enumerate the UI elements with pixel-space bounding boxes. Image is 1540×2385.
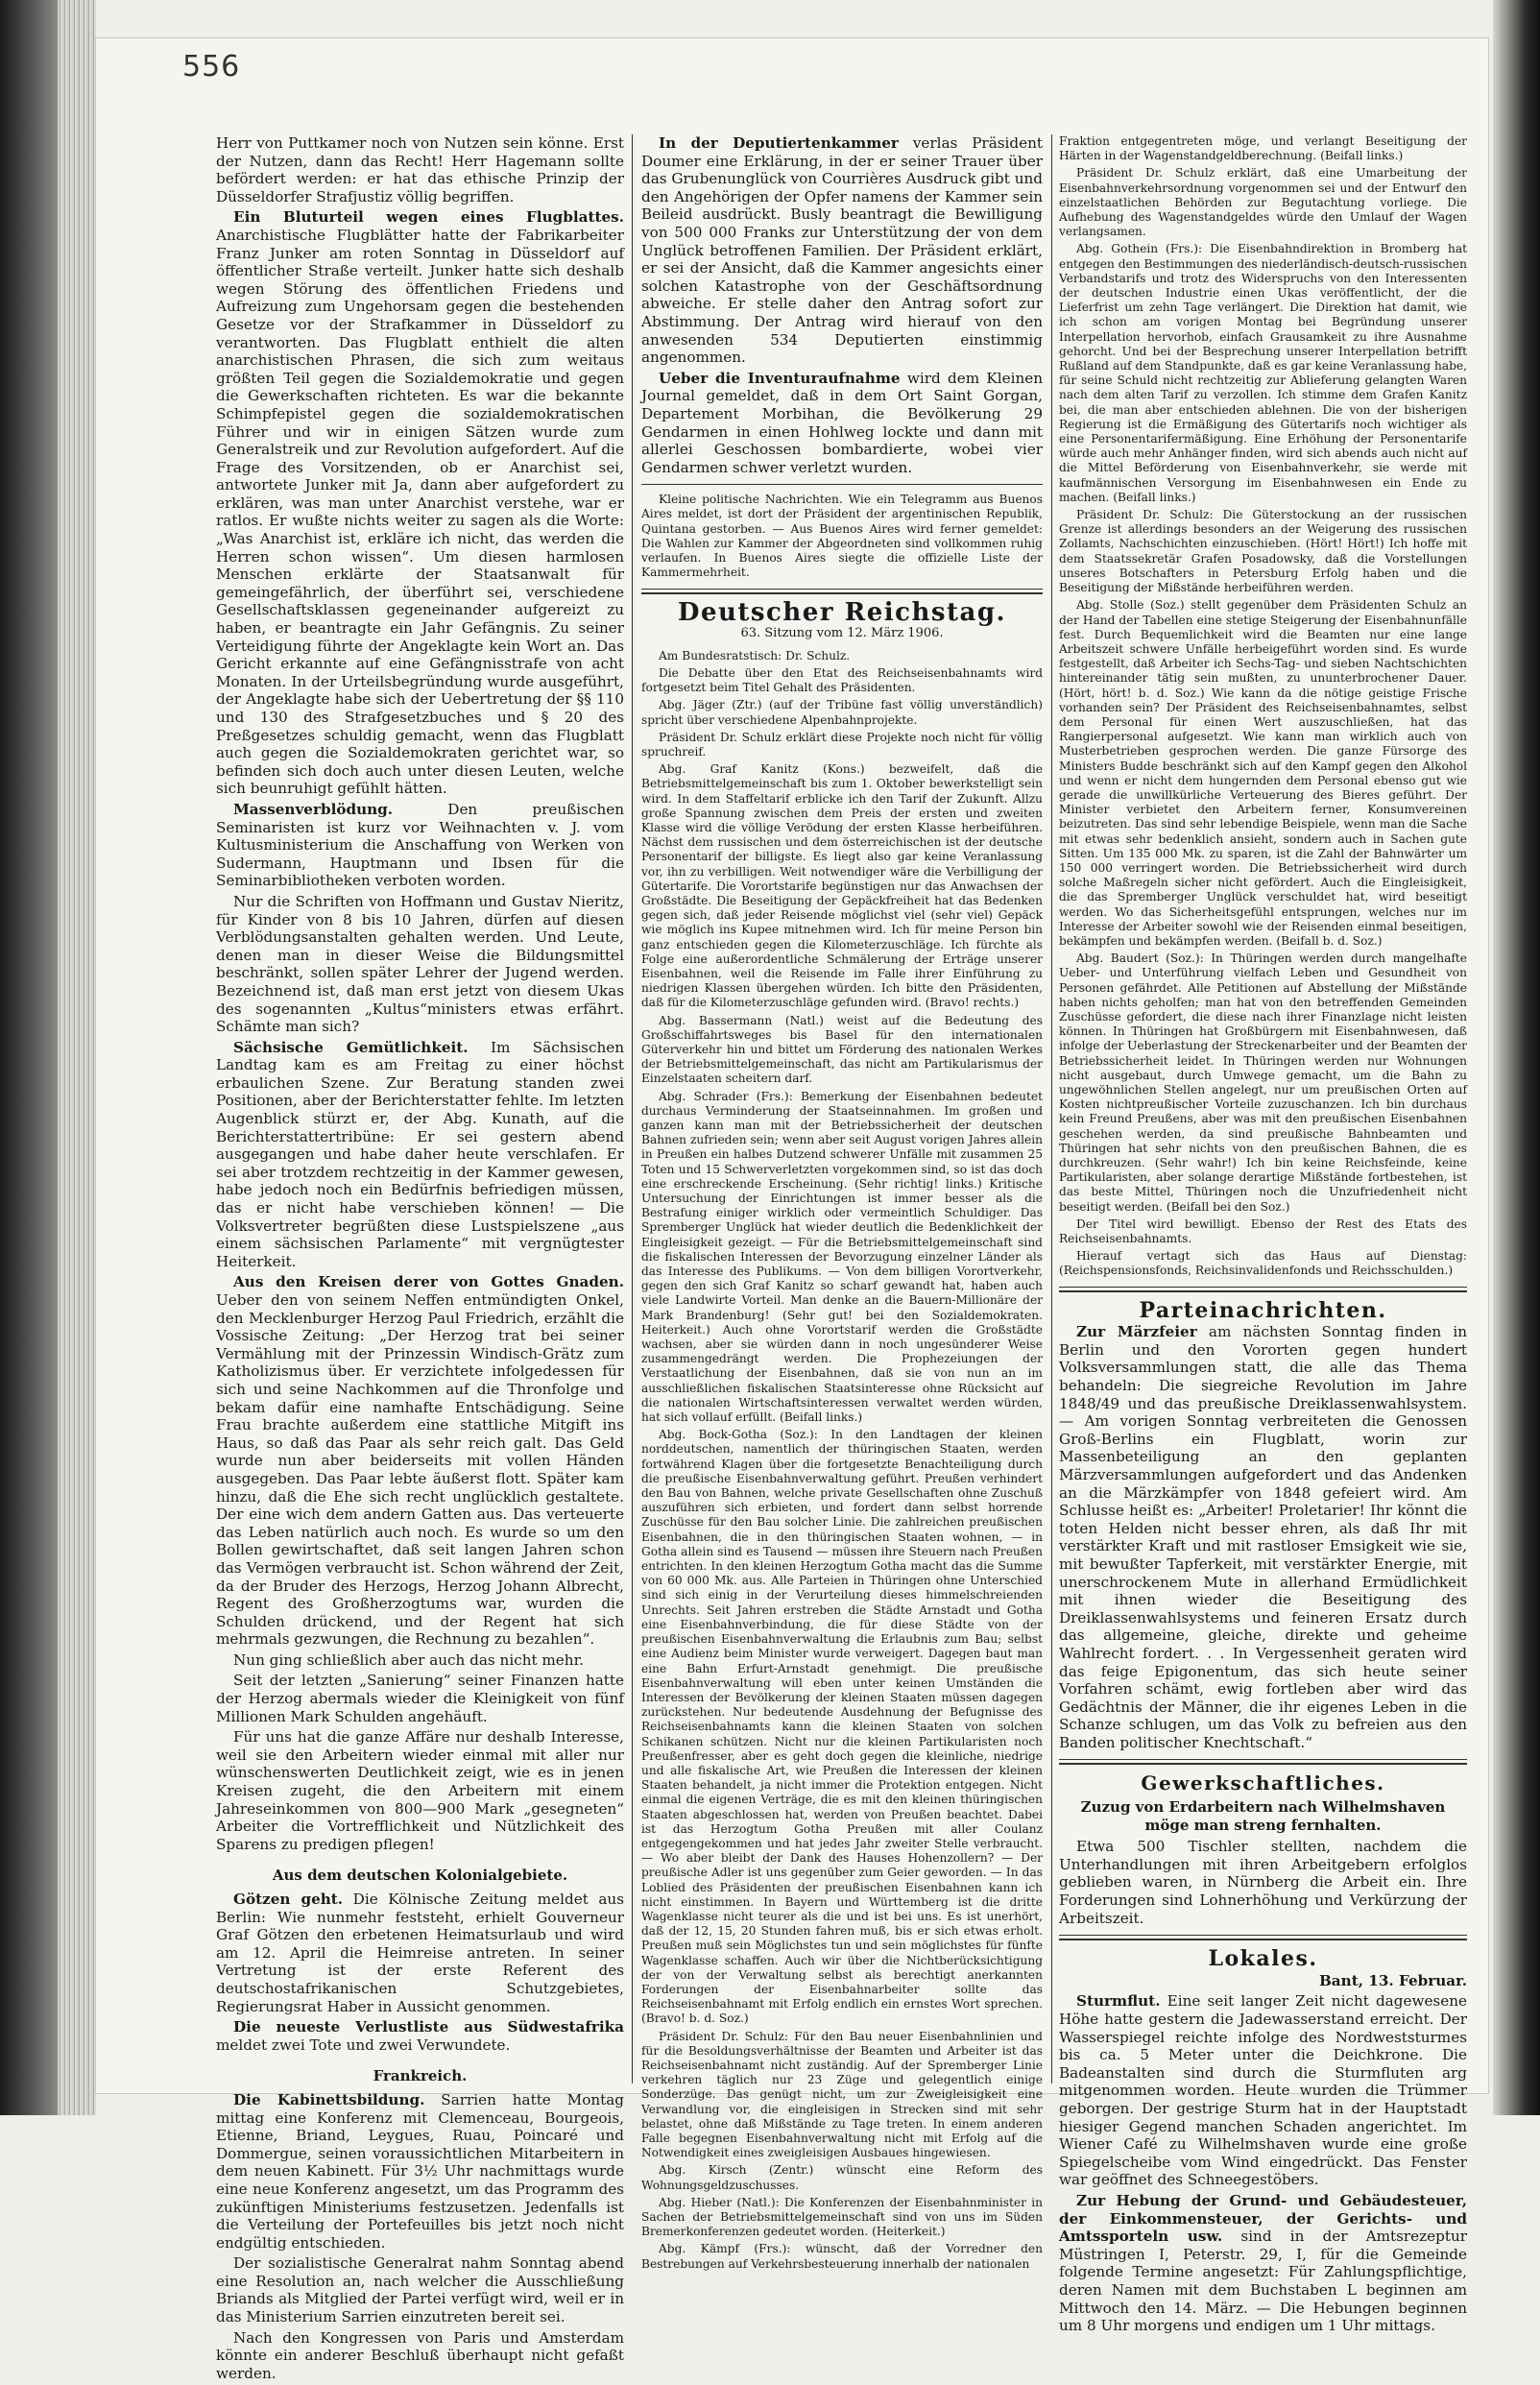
article-body: Eine seit langer Zeit nicht dagewesene Höhe hatte gestern die Jadewasserstand erreicht. Der Wasserspiegel reichte infolge des Nordweststurmes bis ca. 5 Meter unter die Deichkrone. Die Badeanstalten sind durch die Sturmfluten arg mitgenommen worden. Heute wurden die Trümmer geborgen. Der gestrige Sturm hat in der Hauptstadt hiesiger Gegend manchen Schaden angerichtet. Im Wiener Café zu Wilhelmshaven wurde eine große Spiegelscheibe vom Wind eingedrückt. Das Fenster war geöffnet des Schneegestöbers. <box>1059 1992 1467 2189</box>
article-massenverbloedung <box>216 801 624 890</box>
page-number: 556 <box>182 50 241 84</box>
article-kabinett <box>216 2091 624 2252</box>
article-heading: Sächsische Gemütlichkeit. <box>233 1038 469 1056</box>
page-stack-edge <box>58 0 96 2115</box>
paragraph: Seit der letzten „Sanierung“ seiner Finanzen hatte der Herzog abermals wieder die Kleinigkeit von fünf Millionen Mark Schulden angehäuft. <box>216 1672 624 1725</box>
column-rule-2 <box>1051 134 1052 2084</box>
report-paragraph: Abg. Schrader (Frs.): Bemerkung der Eisenbahnen bedeutet durchaus Verminderung der Staatseinnahmen. Im großen und ganzen kann man mit der Betriebssicherheit der deutschen Bahnen zufrieden sein; wenn aber seit August vorigen Jahres allein in Preußen ein halbes Dutzend schwerer Unfälle mit zusammen 25 Toten und 15 Schwerverletzten vorgekommen sind, so ist das doch eine erschreckende Erscheinung. (Sehr richtig! links.) Kritische Untersuchung der Einrichtungen ist immer besser als die Bestrafung einiger wirklich oder vermeintlich Schuldiger. Das Spremberger Unglück hat wieder deutlich die Bedenklichkeit der Eingleisigkeit gezeigt. — Für die Betriebsmittelgemeinschaft sind die fiskalischen Interessen der Bevorzugung einzelner Länder als das Interesse des Publikums. — Von dem billigen Vorortverkehr, gegen den sich Graf Kanitz so scharf gewandt hat, haben auch viele Landwirte Vorteil. Man denke an die Bauern-Millionäre der Mark Brandenburg! (Sehr gut! bei den Sozialdemokraten. Heiterkeit.) Auch ohne Vorortstarif werden die Großstädte wachsen, aber sie würden dann in noch ungesünderer Weise zusammengedrängt werden. Die Prophezeiungen der Verstaatlichung der Eisenbahnen, daß sie von nun an im ausschließlichen fiskalischen Staatsinteresse ohne Rücksicht auf die nationalen Wirtschaftsinteressen verwaltet werden würden, hat sich vollauf erfüllt. (Beifall links.) <box>641 1089 1043 1425</box>
article-body: Im Sächsischen Landtag kam es am Freitag zu einer höchst erbaulichen Szene. Zur Beratung standen zwei Positionen, aber der Berichterstatter fehlte. Im letzten Augenblick stürzt er, der Abg. Kunath, auf die Berichterstattertribüne: Er sei gestern abend ausgegangen und habe daher heute verschlafen. Er sei aber trotzdem rechtzeitig in der Kammer gewesen, habe jedoch noch ein Bedürfnis befriedigen müssen, das er nicht habe verschieben können! — Die Volksvertreter begrüßten diese Lustspielszene „aus einem sächsischen Parlamente“ mit vergnügtester Heiterkeit. <box>216 1038 625 1270</box>
book-spine <box>0 0 58 2115</box>
report-paragraph: Am Bundesratstisch: Dr. Schulz. <box>659 648 851 662</box>
article-body: meldet zwei Tote und zwei Verwundete. <box>216 2036 511 2054</box>
paragraph: Herr von Puttkamer noch von Nutzen sein könne. Erst der Nutzen, dann das Recht! Herr Hagemann sollte befördert werden: er hat das ethische Prinzip der Düsseldorfer Strafjustiz völlig begriffen. <box>216 134 624 205</box>
article-heading: Ein Bluturteil wegen eines Flugblattes. <box>233 208 624 227</box>
article-body: sind in der Amtsrezeptur Müstringen I, Peterstr. 29, I, für die Gemeinde folgende Termine angesetzt: Für Zahlungspflichtige, deren Namen mit dem Buchstaben L beginnen am Mittwoch den 14. März. — Die Hebungen beginnen um 8 Uhr morgens und endigen um 1 Uhr mittags. <box>1059 2228 1467 2335</box>
article-body: Den preußischen Seminaristen ist kurz vor Weihnachten v. J. vom Kultusministerium die Anschaffung von Werken von Sudermann, Hauptmann und Ibsen für die Seminarbibliotheken verboten worden. <box>216 800 624 890</box>
dateline: Bant, 13. Februar. <box>1318 1971 1467 1989</box>
article-sturmflut <box>1059 1992 1467 2189</box>
article-heading: Die neueste Verlustliste aus Südwestafrika <box>233 2018 624 2036</box>
article-body: Die Kölnische Zeitung meldet aus Berlin: Wie nunmehr feststeht, erhielt Gouverneur Graf Götzen den erbetenen Heimatsurlaub und wird am 12. April die Heimreise antreten. In seiner Vertretung ist der erste Referent des deutschostafrikanischen Schutzgebietes, Regierungsrat Haber in Aussicht genommen. <box>216 1891 625 2015</box>
article-body: am nächsten Sonntag finden in Berlin und den Vororten gegen hundert Volksversammlungen statt, die alle das Thema behandeln: Die siegreiche Revolution im Jahre 1848/49 und das preußische Dreiklassenwahlsystem. — Am vorigen Sonntag verbreiteten die Genossen Groß-Berlins ein Flugblatt, worin zur Massenbeteiligung an den geplanten Märzversammlungen aufgefordert und das Andenken an die Märzkämpfer von 1848 gefeiert wird. Am Schlusse heißt es: „Arbeiter! Proletarier! Ihr könnt die toten Helden nicht besser ehren, als daß Ihr mit verstärkter Kraft und mit rastloser Emsigkeit wie sie, mit bewußter Tapferkeit, mit verstärkter Energie, mit unerschrockenem Mute in allerhand Ermüdlichkeit mit ihnen wieder die Beseitigung des Dreiklassenwahlsystems und feineren Ersatz durch das allgemeine, gleiche, direkte und geheime Wahlrecht fordert. . . In Vergessenheit geraten wird das feige Epigonentum, das sich heute seiner Vorfahren schämt, ewig fortleben aber wird das Gedächtnis der Männer, die ihr eigenes Leben in die Schanze schlugen, um das Volk zu befreien aus den Banden politischer Knechtschaft.“ <box>1059 1323 1467 1751</box>
report-paragraph: Präsident Dr. Schulz erklärt, daß eine Umarbeitung der Eisenbahnverkehrsordnung vorgenommen sei und der Entwurf den einzelstaatlichen Behörden zur Begutachtung vorliege. Die Aufhebung des Wagenstandgeldes würde den Umlauf der Wagen verlangsamen. <box>1059 166 1467 239</box>
article-heading: Zur Hebung der Grund- und Gebäudesteuer, der Einkommensteuer, der Gerichts- und Amtssporteln usw. <box>1059 2191 1467 2246</box>
article-heading: Ueber die Inventuraufnahme <box>659 369 901 387</box>
article-goetzen <box>216 1891 624 2015</box>
article-heading: In der Deputiertenkammer <box>659 134 899 152</box>
paragraph: Etwa 500 Tischler stellten, nachdem die Unterhandlungen mit ihren Arbeitgebern erfolglos geblieben waren, in Nürnberg die Arbeit ein. Ihre Forderungen sind Lohnerhöhung und Verkürzung der Arbeitszeit. <box>1059 1838 1467 1927</box>
paragraph: Für uns hat die ganze Affäre nur deshalb Interesse, weil sie den Arbeitern wieder einmal mit aller nur wünschenswerten Deutlichkeit zeigt, wie es in jenen Kreisen zugeht, die den Arbeitern mit einem Jahreseinkommen von 800—900 Mark „gesegneten“ Arbeiter die Vortrefflichkeit und Nützlichkeit des Sparens zu predigen pflegen! <box>216 1728 624 1853</box>
report-paragraph: Die Debatte über den Etat des Reichseisenbahnamts wird fortgesetzt beim Titel Gehalt des Präsidenten. <box>641 665 1043 695</box>
article-deputiertenkammer <box>641 134 1043 367</box>
article-heading: Aus den Kreisen derer von Gottes Gnaden. <box>233 1273 624 1291</box>
article-body: Anarchistische Flugblätter hatte der Fabrikarbeiter Franz Junker am roten Sonntag in Düsseldorf auf öffentlicher Straße verteilt. Junker hatte sich deshalb wegen Störung des öffentlichen Friedens und Aufreizung zum Ungehorsam gegen die bestehenden Gesetze vor der Strafkammer in Düsseldorf zu verantworten. Das Flugblatt enthielt die alten anarchistischen Phrasen, die sich zum weitaus größten Teil gegen die Sozialdemokratie und gegen die Gewerkschaften richteten. Es war die bekannte Schimpfepistel gegen die sozialdemokratischen Führer und wir in einigen Sätzen wurde zum Generalstreik und zur Revolution aufgefordert. Auf die Frage des Vorsitzenden, ob er Anarchist sei, antwortete Junker mit Ja, dann aber aufgefordert zu erklären, was man unter Anarchist verstehe, war er ratlos. Er wußte nichts weiter zu sagen als die Worte: „Was Anarchist ist, erkläre ich nicht, das werden die Herren schon wissen“. Um diesen harmlosen Menschen erklärte der Staatsanwalt für gemeingefährlich, der überführt sei, verschiedene Gesellschaftsklassen gegeneinander aufgereizt zu haben, er beantragte ein Jahr Gefängnis. Zu seiner Verteidigung führte der Angeklagte kein Wort an. Das Gericht erkannte auf eine Gefängnisstrafe von acht Monaten. In der Urteilsbegründung wurde ausgeführt, der Angeklagte habe sich der Uebertretung der §§ 110 und 130 des Strafgesetzbuches und § 20 des Preßgesetzes schuldig gemacht, wenn das Flugblatt auch gegen die Sozialdemokraten gerichtet war, so befinden sich doch auch unter diesen Leuten, welche sich beunruhigt gefühlt hätten. <box>216 226 624 798</box>
report-paragraph: Abg. Hieber (Natl.): Die Konferenzen der Eisenbahnminister in Sachen der Betriebsmittelgemeinschaft sind von uns im Süden Bremerkonferenzen gedeutet worden. (Heiterkeit.) <box>641 2195 1043 2239</box>
column-2 <box>641 134 1043 2275</box>
report-paragraph: Fraktion entgegentreten möge, und verlangt Beseitigung der Härten in der Wagenstandgeldberechnung. (Beifall links.) <box>1059 134 1467 163</box>
paragraph: Nun ging schließlich aber auch das nicht mehr. <box>233 1650 584 1669</box>
report-paragraph: Präsident Dr. Schulz: Die Güterstockung an der russischen Grenze ist allerdings besonders an der Weigerung des russischen Zollamts, Nachschichten einzuschieben. (Hört! Hört!) Ich hoffe mit dem Staatssekretär Grafen Posadowsky, daß die Vorstellungen unseres Botschafters in Petersburg Erfolg haben und die Beseitigung der Mißstände herbeiführen werden. <box>1059 508 1467 595</box>
paragraph: Der sozialistische Generalrat nahm Sonntag abend eine Resolution an, nach welcher die Ausschließung Briands als Mitglied der Partei verfügt wird, weil er in das Ministerium Sarrien einzutreten bereit sei. <box>216 2254 624 2326</box>
session-line: 63. Sitzung vom 12. März 1906. <box>740 626 944 641</box>
article-body: Sarrien hatte Montag mittag eine Konferenz mit Clemenceau, Bourgeois, Etienne, Briand, Leygues, Ruau, Poincaré und Dommergue, seinen voraussichtlichen Mitarbeitern in dem neuen Kabinett. Für 3½ Uhr nachmittags wurde eine neue Konferenz angesetzt, um das Programm des zukünftigen Ministeriums festzusetzen. Jedenfalls ist die Verteilung der Portefeuilles bis jetzt noch nicht endgültig entschieden. <box>216 2090 625 2252</box>
double-divider <box>641 589 1043 594</box>
report-paragraph: Präsident Dr. Schulz: Für den Bau neuer Eisenbahnlinien und für die Besoldungsverhältnisse der Beamten und Arbeiter ist das Reichseisenbahnamt nicht zuständig. Auf der Spremberger Linie verkehren täglich nur 23 Züge und gelegentlich einige Sonderzüge. Das genügt nicht, um zur Zweigleisigkeit eine Verwandlung vor, die eingleisigen in Strecken sind mit sehr belastet, ohne daß Mißstände zu Tage treten. In einem anderen Falle begegnen Eisenbahnverwaltung nicht mit Erfolg auf die Notwendigkeit eines zweigleisigen Ausbaues hingewiesen. <box>641 2029 1043 2160</box>
report-paragraph: Abg. Kämpf (Frs.): wünscht, daß der Vorredner den Bestrebungen auf Verkehrsbesteuerung innerhalb der nationalen <box>641 2242 1043 2271</box>
double-divider <box>1059 1287 1467 1292</box>
article-heading: Massenverblödung. <box>233 800 394 818</box>
report-paragraph: Hierauf vertagt sich das Haus auf Dienstag: (Reichspensionsfonds, Reichsinvalidenfonds und Reichsschulden.) <box>1059 1249 1467 1278</box>
section-heading-frankreich: Frankreich. <box>373 2067 468 2085</box>
article-inventur <box>641 370 1043 477</box>
report-paragraph: Abg. Baudert (Soz.): In Thüringen werden durch mangelhafte Ueber- und Unterführung vielfach Leben und Gesundheit von Personen gefährdet. Alle Petitionen auf Abstellung der Mißstände haben nichts geholfen; man hat von den betreffenden Gemeinden Zuschüsse gefordert, die diese nach ihrer Finanzlage nicht leisten können. In Thüringen hat Großbürgern mit Eisenbahnwesen, daß infolge der Ueberlastung der Streckenarbeiter und der Beamten der Betriebssicherheit leidet. In Thüringen werden nur Wohnungen nicht ausgebaut, durch Umwege gemacht, um die Bahn zu ungewöhnlichen Stellen angelegt, nur um preußischen Orten auf Kosten nichtpreußischer Vorteile zuzuschanzen. Ich bin durchaus kein Freund Preußens, aber was mit den preußischen Eisenbahnen geschehen werden, da sind preußische Bahnbeamten und Thüringen hat sehr nichts von den preußischen Bahnen, die es durchkreuzen. (Sehr wahr!) Ich bin keine Reichsfeinde, keine Partikularisten, aber solange derartige Mißstände fortbestehen, ist das beste Mittel, Thüringen noch die Unzufriedenheit nicht beseitigt werden. (Beifall bei den Soz.) <box>1059 952 1467 1214</box>
article-heading: Die Kabinettsbildung. <box>233 2090 425 2108</box>
paragraph: Nur die Schriften von Hoffmann und Gustav Nieritz, für Kinder von 8 bis 10 Jahren, dürfen auf diesen Verblödungsanstalten gehalten werden. Und Leute, denen man in dieser Weise die Bildungsmittel beschränkt, sollen später Lehrer der Jugend werden. Bezeichnend ist, daß man erst jetzt von diesem Ukas des sogenannten „Kultus“ministers etwas erfährt. Schämte man sich? <box>216 892 624 1036</box>
report-paragraph: Abg. Jäger (Ztr.) (auf der Tribüne fast völlig unverständlich) spricht über verschiedene Alpenbahnprojekte. <box>641 698 1043 727</box>
report-paragraph: Abg. Gothein (Frs.): Die Eisenbahndirektion in Bromberg hat entgegen den Bestimmungen des niederländisch-deutsch-russischen Verbandstarifs und trotz des Widerspruchs von den Interessenten der deutschen Industrie einen Ukas veröffentlicht, der die Lieferfrist um zehn Tage verlängert. Die Direktion hat damit, wie ich schon am vorigen Montag bei Begründung unserer Interpellation hervorhob, einfach Grausamkeit zu ihre Ausnahme gehorcht. Und bei der Besprechung unserer Interpellation betrifft Rußland auf dem Standpunkte, daß es gar keine Veranlassung habe, für seine Schuld nicht rechtzeitig zur Ablieferung gelangten Waren nach dem alten Tarif zu verzollen. Ich stimme dem Grafen Kanitz bei, die man aber entschieden ablehnen. Die von der bisherigen Regierung ist die Ermäßigung des Gütertarifs noch wichtiger als eine Personentarifermäßigung. Eine Erhöhung der Personentarife würde auch mehr Anhänger finden, wird sich abends auch nicht auf die Mittel Beförderung von Eisenbahnverkehr, sie werde mit kaufmännischen Versorgung im Eisenbahnwesen ein Ende zu machen. (Beifall links.) <box>1059 242 1467 504</box>
gewerkschaft-title: Gewerkschaftliches. <box>1141 1771 1385 1795</box>
column-rule-1 <box>632 134 633 2084</box>
double-divider <box>1059 1935 1467 1940</box>
paragraph: Nach den Kongressen von Paris und Amsterdam könnte ein anderer Beschluß überhaupt nicht gefaßt werden. <box>216 2328 624 2382</box>
report-paragraph: Abg. Graf Kanitz (Kons.) bezweifelt, daß die Betriebsmittelgemeinschaft bis zum 1. Oktober bewerkstelligt sein wird. In dem Staffeltarif erblicke ich den Tarif der Zukunft. Allzu große Spannung zwischen dem Preis der ersten und zweiten Klasse wird die völlige Verödung der ersten Klasse herbeiführen. Nächst dem russischen und dem österreichischen ist der deutsche Personentarif der billigste. Es liegt also gar keine Veranlassung vor, ihn zu verbilligen. Weit notwendiger wäre die Verbilligung der Gütertarife. Die Vorortstarife begünstigen nur das Anwachsen der Großstädte. Die Beseitigung der Gepäckfreiheit hat das Bedenken gegen sich, daß jeder Reisende möglichst viel (sehr viel) Gepäck wie möglich ins Kupee mitnehmen wird. Ich für meine Person bin ganz entschieden gegen die Kilometerzuschläge. Ich fürchte als Folge eine außerordentliche Schmälerung der Erträge unserer Eisenbahnen, weil die Reisende im Falle ihrer Einführung zu niedrigen Klassen übergehen würden. Ich bitte den Präsidenten, daß für die Kilometerzuschläge gefunden wird. (Bravo! rechts.) <box>641 762 1043 1010</box>
report-paragraph: Präsident Dr. Schulz erklärt diese Projekte noch nicht für völlig spruchreif. <box>641 730 1043 759</box>
double-divider <box>1059 1759 1467 1765</box>
article-heading: Zur Märzfeier <box>1076 1323 1197 1341</box>
right-page-edge <box>1493 0 1540 2115</box>
report-paragraph: Der Titel wird bewilligt. Ebenso der Rest des Etats des Reichseisenbahnamts. <box>1059 1217 1467 1246</box>
article-body: Ueber den von seinem Neffen entmündigten Onkel, den Mecklenburger Herzog Paul Friedrich, erzählt die Vossische Zeitung: „Der Herzog trat bei seiner Vermählung mit der Prinzessin Windisch-Grätz zum Katholizismus über. Er verzichtete infolgedessen für sich und seine Nachkommen auf die Thronfolge und bekam dafür eine namhafte Entschädigung. Seine Frau brachte außerdem eine stattliche Mitgift ins Haus, so daß das Paar als sehr reich galt. Das Geld wurde nun aber beiderseits mit vollen Händen ausgegeben. Das Paar lebte äußerst flott. Später kam hinzu, daß die Ehe sich recht unglücklich gestaltete. Der eine wich dem andern Gatten aus. Das verteuerte das Leben natürlich auch noch. Es wurde so um den Bollen gewirtschaftet, daß seit langen Jahren schon das Vermögen verbraucht ist. Schon während der Zeit, da der Bruder des Herzogs, Herzog Johann Albrecht, Regent des Großherzogtums war, wurden die Schulden drückend, und der Regent hat sich mehrmals gezwungen, die Rechnung zu bezahlen“. <box>216 1291 624 1649</box>
small-news: Kleine politische Nachrichten. Wie ein Telegramm aus Buenos Aires meldet, ist dort der Präsident der argentinischen Republik, Quintana gestorben. — Aus Buenos Aires wird ferner gemeldet: Die Wahlen zur Kammer der Abgeordneten sind vollkommen ruhig verlaufen. In Buenos Aires siegte die offizielle Liste der Kammermehrheit. <box>641 493 1043 580</box>
article-heading: Sturmflut. <box>1076 1992 1161 2011</box>
article-saechsisch <box>216 1039 624 1271</box>
article-body: verlas Präsident Doumer eine Erklärung, in der er seiner Trauer über das Grubenunglück von Courrières Ausdruck gibt und den Angehörigen der Opfer namens der Kammer sein Beileid ausdrückt. Busly beantragt die Bewilligung von 500 000 Franks zur Unterstützung der von dem Unglück betroffenen Familien. Der Präsident erklärt, er sei der Ansicht, daß die Kammer angesichts einer solchen Katastrophe von der Geschäftsordnung abweiche. Er stelle daher den Antrag sofort zur Abstimmung. Der Antrag wird hierauf von den anwesenden 534 Deputierten einstimmig angenommen. <box>641 134 1043 367</box>
section-heading-kolonial: Aus dem deutschen Kolonialgebiete. <box>272 1867 568 1885</box>
divider <box>641 484 1043 485</box>
report-paragraph: Abg. Bassermann (Natl.) weist auf die Bedeutung des Großschiffahrtsweges bis Basel für den internationalen Güterverkehr hin und bittet um Förderung des nationalen Werkes der Betriebsmittelgemeinschaft, das nicht am Partikularismus der Einzelstaaten scheitern darf. <box>641 1013 1043 1086</box>
article-verlustliste <box>216 2018 624 2054</box>
report-paragraph: Abg. Bock-Gotha (Soz.): In den Landtagen der kleinen norddeutschen, namentlich der thüringischen Staaten, werden fortwährend Klagen über die fortgesetzte Benachteiligung durch die preußische Eisenbahnverwaltung geführt. Preußen verhindert den Bau von Bahnen, welche private Gesellschaften ohne Zuschuß auszuführen sich erbieten, und fordert dann selbst horrende Zuschüsse für den Bau solcher Linie. Die zahlreichen preußischen Eisenbahnen, die in den thüringischen Staaten wohnen, — in Gotha allein sind es Tausend — müssen ihre Steuern nach Preußen entrichten. In den kleinen Herzogtum Gotha macht das die Summe von 60 000 Mk. aus. Alle Parteien in Thüringen ohne Unterschied sind sich einig in der Verurteilung dieses himmelschreienden Unrechts. Seit Jahren erstreben die Städte Arnstadt und Gotha eine Eisenbahnverbindung, die für diese Städte von der preußischen Eisenbahnverwaltung die Erlaubnis zum Bau; selbst eine Audienz beim Minister wurde verweigert. Dagegen baut man eine Bahn Erfurt-Arnstadt genehmigt. Die preußische Eisenbahnverwaltung will eben unter keinen Umständen die Interessen der Bevölkerung der kleinen Staaten müssen dagegen zurückstehen. Nur bedeutende Ausdehnung der Befugnisse des Reichseisenbahnamts kann die kleinen Staaten von solchen Schikanen schützen. Nicht nur die kleinen Partikularisten noch Preußenfresser, aber es geht doch gegen die kleinliche, niedrige und alle fiskalische Art, wie Preußen die Interessen der kleinen Staaten behandelt, ja nicht immer die Protektion entgegen. Nicht einmal die eigenen Verträge, die es mit den kleinen thüringischen Staaten abgeschlossen hat, werden von Preußen beachtet. Dabei ist das Herzogtum Gotha Preußen mit aller Coulanz entgegengekommen und hat jedes Jahr zweiter Stelle verbraucht. — Wo aber bleibt der Dank des Hauses Hohenzollern? — Der preußische Adler ist uns gegenüber zum Geier geworden. — In das Loblied des Präsidenten der preußischen Eisenbahnen kann ich nicht einstimmen. In Bayern und Württemberg ist die dritte Wagenklasse nicht teurer als die und ist bei uns. Es ist unerhört, daß der 12, 15, 20 Stunden fahren muß, bis er sich etwas erholt. Preußen muß sein Möglichstes tun und sein möglichstes für fünfte Wagenklasse schaffen. Auch wir über die Nichtberücksichtigung der von der Verwaltung selbst als berechtigt anerkannten Forderungen der Eisenbahnarbeiter sollte das Reichseisenbahnamt mit Erfolg endlich ein ernstes Wort sprechen. (Bravo! b. d. Soz.) <box>641 1428 1043 2026</box>
lokales-title: Lokales. <box>1208 1946 1318 1972</box>
article-body: wird dem Kleinen Journal gemeldet, daß in dem Ort Saint Gorgan, Departement Morbihan, die Bevölkerung 29 Gendarmen in einen Hohlweg lockte und dann mit allerlei Geschossen bombardierte, wobei vier Gendarmen schwer verletzt wurden. <box>641 369 1043 476</box>
article-maerzfeier <box>1059 1323 1467 1751</box>
report-paragraph: Abg. Stolle (Soz.) stellt gegenüber dem Präsidenten Schulz an der Hand der Tabellen eine stetige Steigerung der Eisenbahnunfälle fest. Durch Bequemlichkeit wird die Beamten nur eine lange Arbeitszeit schwere Unfälle herbeigeführt worden sind. Es wurde festgestellt, daß Arbeiter ich Sechs-Tag- und sieben Nachtschichten hintereinander tätig sein mußten, zu ununterbrochener Dauer. (Hört, hört! b. d. Soz.) Wie kann da die nötige geistige Frische vorhanden sein? Der Präsident des Reichseisenbahnamtes, selbst dem Personal für einen Wert auszuschließen, hat das Rangierpersonal aufgesetzt. Wie kann man wirklich auch von Musterbetrieben gesprochen werden. Die ganze Fürsorge des Ministers Budde beschränkt sich auf den Kampf gegen den Alkohol und wenn er nicht dem hungernden dem Personal ebenso gut wie gerade die unwillkürliche Verteuerung des Bieres geführt. Der Minister verbietet den Arbeitern ferner, Konsumvereinen beizutreten. Das sind sehr lebendige Beispiele, wenn man die Sache mit etwas sehr bedenklich ansieht, sondern auch in Sachen gute Sitten. Um 135 000 Mk. zu sparen, ist die Zahl der Bahnwärter um 150 000 verringert worden. Die Betriebssicherheit wird durch solche Maßregeln sicher nicht gefördert. Auch die Eingleisigkeit, die das Spremberger Unglück verschuldet hat, wird beseitigt werden. Wo das Sicherheitsgefühl entsprungen, welches nur im Interesse der Arbeiter sowohl wie der Reisenden einmal beseitigen, bekämpfen und bekämpfen werden. (Beifall b. d. Soz.) <box>1059 598 1467 948</box>
article-heading: Götzen geht. <box>233 1891 344 1908</box>
article-steuer <box>1059 2192 1467 2335</box>
column-1 <box>216 134 624 2385</box>
zuzug-heading: Zuzug von Erdarbeitern nach Wilhelmshaven möge man streng fernhalten. <box>1080 1798 1446 1834</box>
report-paragraph: Abg. Kirsch (Zentr.) wünscht eine Reform des Wohnungsgeldzuschusses. <box>641 2163 1043 2192</box>
reichstag-title: Deutscher Reichstag. <box>677 597 1007 627</box>
article-hanarchist <box>216 208 624 798</box>
article-gottes-gnaden <box>216 1273 624 1648</box>
column-3 <box>1059 134 1467 2338</box>
partei-title: Parteinachrichten. <box>1139 1297 1387 1323</box>
